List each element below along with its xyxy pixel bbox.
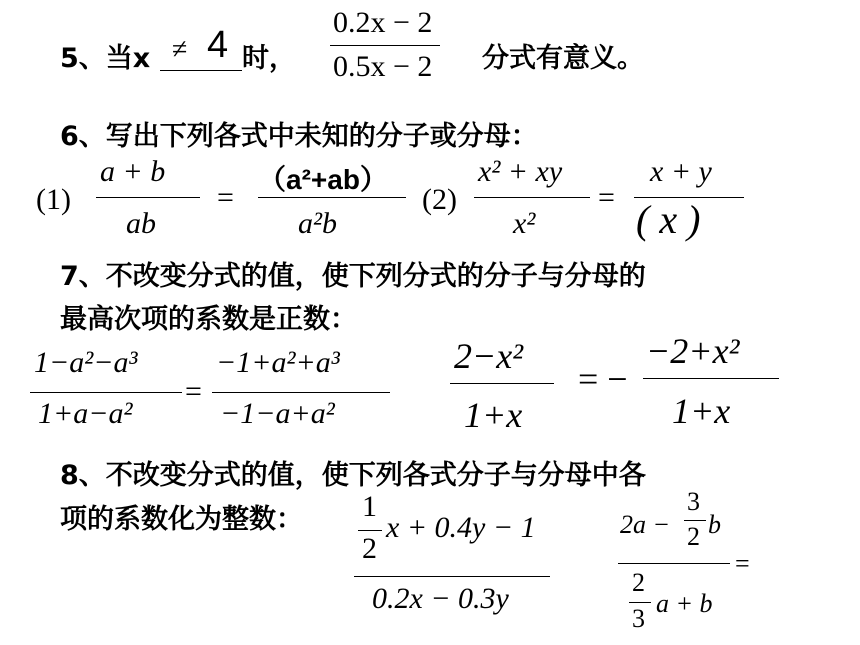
q7-title-line2: 最高次项的系数是正数： — [60, 304, 357, 335]
q6-p2-answer-denominator: ( x ) — [636, 197, 701, 242]
q7-e1-left-bar — [30, 392, 182, 393]
q6-title: 6、写出下列各式中未知的分子或分母： — [60, 121, 538, 152]
q6-p1-right-bar — [258, 197, 406, 198]
q8-e1-main-bar — [354, 576, 550, 577]
q8-e1-half-bar — [358, 530, 382, 531]
q8-e1-half-bottom: 2 — [362, 532, 377, 565]
q6-p1-answer-numerator: （a²+ab） — [258, 164, 388, 195]
q8-e2-den-rest: a + b — [656, 589, 713, 618]
q8-e1-half-top: 1 — [362, 490, 377, 523]
q8-e2-main-bar — [618, 563, 730, 564]
q5-answer-blank — [160, 70, 242, 71]
q7-e2-answer-numerator: −2+x² — [646, 331, 740, 371]
q5-fraction-denominator: 0.5x − 2 — [333, 50, 433, 83]
q7-e1-answer-numerator: −1+a²+a³ — [216, 346, 340, 379]
q8-e2-num-var: b — [708, 510, 721, 539]
q6-p1-left-denominator: ab — [126, 207, 156, 240]
q8-e1-numerator: x + 0.4y − 1 — [386, 511, 536, 544]
q8-title-line1: 8、不改变分式的值，使下列各式分子与分母中各 — [60, 460, 646, 491]
q6-p1-left-numerator: a + b — [100, 155, 166, 188]
q6-p1-equals: = — [217, 181, 234, 214]
q5-mid-text: 时， — [242, 43, 296, 74]
q8-e2-num-frac-bar — [684, 520, 706, 521]
q6-p1-right-denominator: a²b — [298, 207, 337, 240]
q8-e1-denominator: 0.2x − 0.3y — [372, 582, 509, 615]
q7-e1-left-denominator: 1+a−a² — [38, 397, 133, 430]
q7-e1-answer-denominator: −1−a+a² — [220, 397, 335, 430]
q6-p2-left-denominator: x² — [513, 207, 536, 240]
q7-e2-right-denominator: 1+x — [672, 391, 731, 431]
q5-answer: 4 — [207, 24, 229, 66]
q7-e1-left-numerator: 1−a²−a³ — [34, 346, 138, 379]
q7-e2-right-bar — [643, 378, 779, 379]
q8-e2-den-frac-bar — [629, 602, 651, 603]
q7-e2-left-bar — [450, 383, 554, 384]
q8-e2-num-frac-bottom: 2 — [687, 522, 700, 551]
q6-p2-label: (2) — [422, 183, 457, 216]
q6-p1-left-bar — [96, 197, 200, 198]
q6-p2-left-bar — [474, 197, 590, 198]
q8-e2-num-lead: 2a − — [620, 510, 671, 539]
q5-suffix: 分式有意义。 — [482, 43, 644, 74]
q6-p2-left-numerator: x² + xy — [478, 155, 563, 188]
q5-fraction-bar — [330, 45, 440, 46]
q6-p2-right-numerator: x + y — [650, 155, 712, 188]
q7-e2-left-denominator: 1+x — [464, 395, 523, 435]
q8-e2-num-frac-top: 3 — [687, 487, 700, 516]
q5-neq-symbol: ≠ — [172, 34, 188, 65]
q5-prefix: 5、当x — [60, 43, 151, 74]
q7-e1-right-bar — [212, 392, 390, 393]
q6-p2-equals: = — [598, 181, 615, 214]
q5-fraction-numerator: 0.2x − 2 — [333, 6, 433, 39]
q7-e2-equals-minus: = − — [578, 359, 628, 399]
q7-title-line1: 7、不改变分式的值，使下列分式的分子与分母的 — [60, 261, 646, 292]
q7-e1-equals: = — [185, 375, 202, 408]
q8-e2-equals: = — [735, 549, 750, 578]
q6-p1-label: (1) — [36, 183, 71, 216]
q7-e2-left-numerator: 2−x² — [454, 336, 524, 376]
q8-title-line2: 项的系数化为整数： — [60, 504, 303, 535]
q8-e2-den-frac-top: 2 — [632, 568, 645, 597]
q8-e2-den-frac-bottom: 3 — [632, 604, 645, 633]
